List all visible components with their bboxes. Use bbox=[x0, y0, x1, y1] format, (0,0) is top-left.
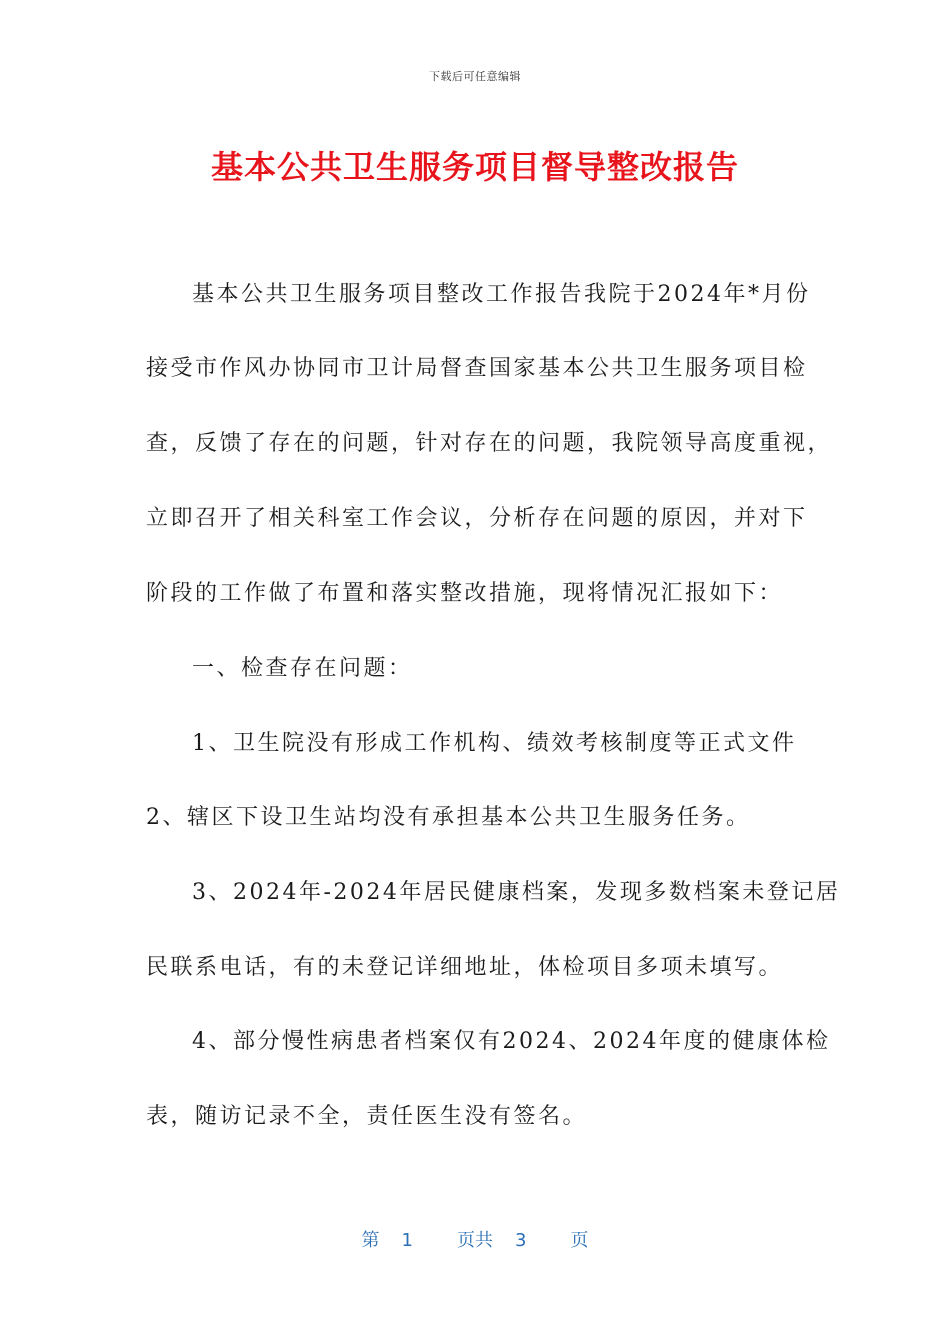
document-title: 基本公共卫生服务项目督导整改报告 bbox=[210, 148, 739, 186]
issue-1: 1、卫生院没有形成工作机构、绩效考核制度等正式文件 bbox=[192, 731, 797, 756]
footer-suffix: 页 bbox=[570, 1230, 589, 1251]
issue-4-line-2: 表，随访记录不全，责任医生没有签名。 bbox=[146, 1104, 588, 1129]
body-line-4: 立即召开了相关科室工作会议，分析存在问题的原因，并对下 bbox=[146, 506, 808, 531]
section-heading: 一、检查存在问题： bbox=[192, 656, 413, 681]
footer-mid: 页共 bbox=[457, 1230, 493, 1251]
issue-4-line-1: 4、部分慢性病患者档案仅有2024、2024年度的健康体检 bbox=[192, 1029, 831, 1054]
footer-total-pages: 3 bbox=[515, 1230, 527, 1251]
issue-2: 2、辖区下设卫生站均没有承担基本公共卫生服务任务。 bbox=[146, 805, 751, 830]
footer-current-page: 1 bbox=[401, 1230, 413, 1251]
body-line-2: 接受市作风办协同市卫计局督查国家基本公共卫生服务项目检 bbox=[146, 356, 808, 381]
body-line-5: 阶段的工作做了布置和落实整改措施，现将情况汇报如下： bbox=[146, 581, 784, 606]
footer-prefix: 第 bbox=[361, 1230, 380, 1251]
issue-3-line-2: 民联系电话，有的未登记详细地址，体检项目多项未填写。 bbox=[146, 955, 784, 980]
page-footer bbox=[0, 1226, 950, 1252]
body-line-3: 查，反馈了存在的问题，针对存在的问题，我院领导高度重视， bbox=[146, 431, 833, 456]
issue-3-line-1: 3、2024年-2024年居民健康档案，发现多数档案未登记居 bbox=[192, 880, 841, 905]
header-note: 下载后可任意编辑 bbox=[429, 70, 521, 83]
body-line-1: 基本公共卫生服务项目整改工作报告我院于2024年*月份 bbox=[192, 282, 811, 307]
